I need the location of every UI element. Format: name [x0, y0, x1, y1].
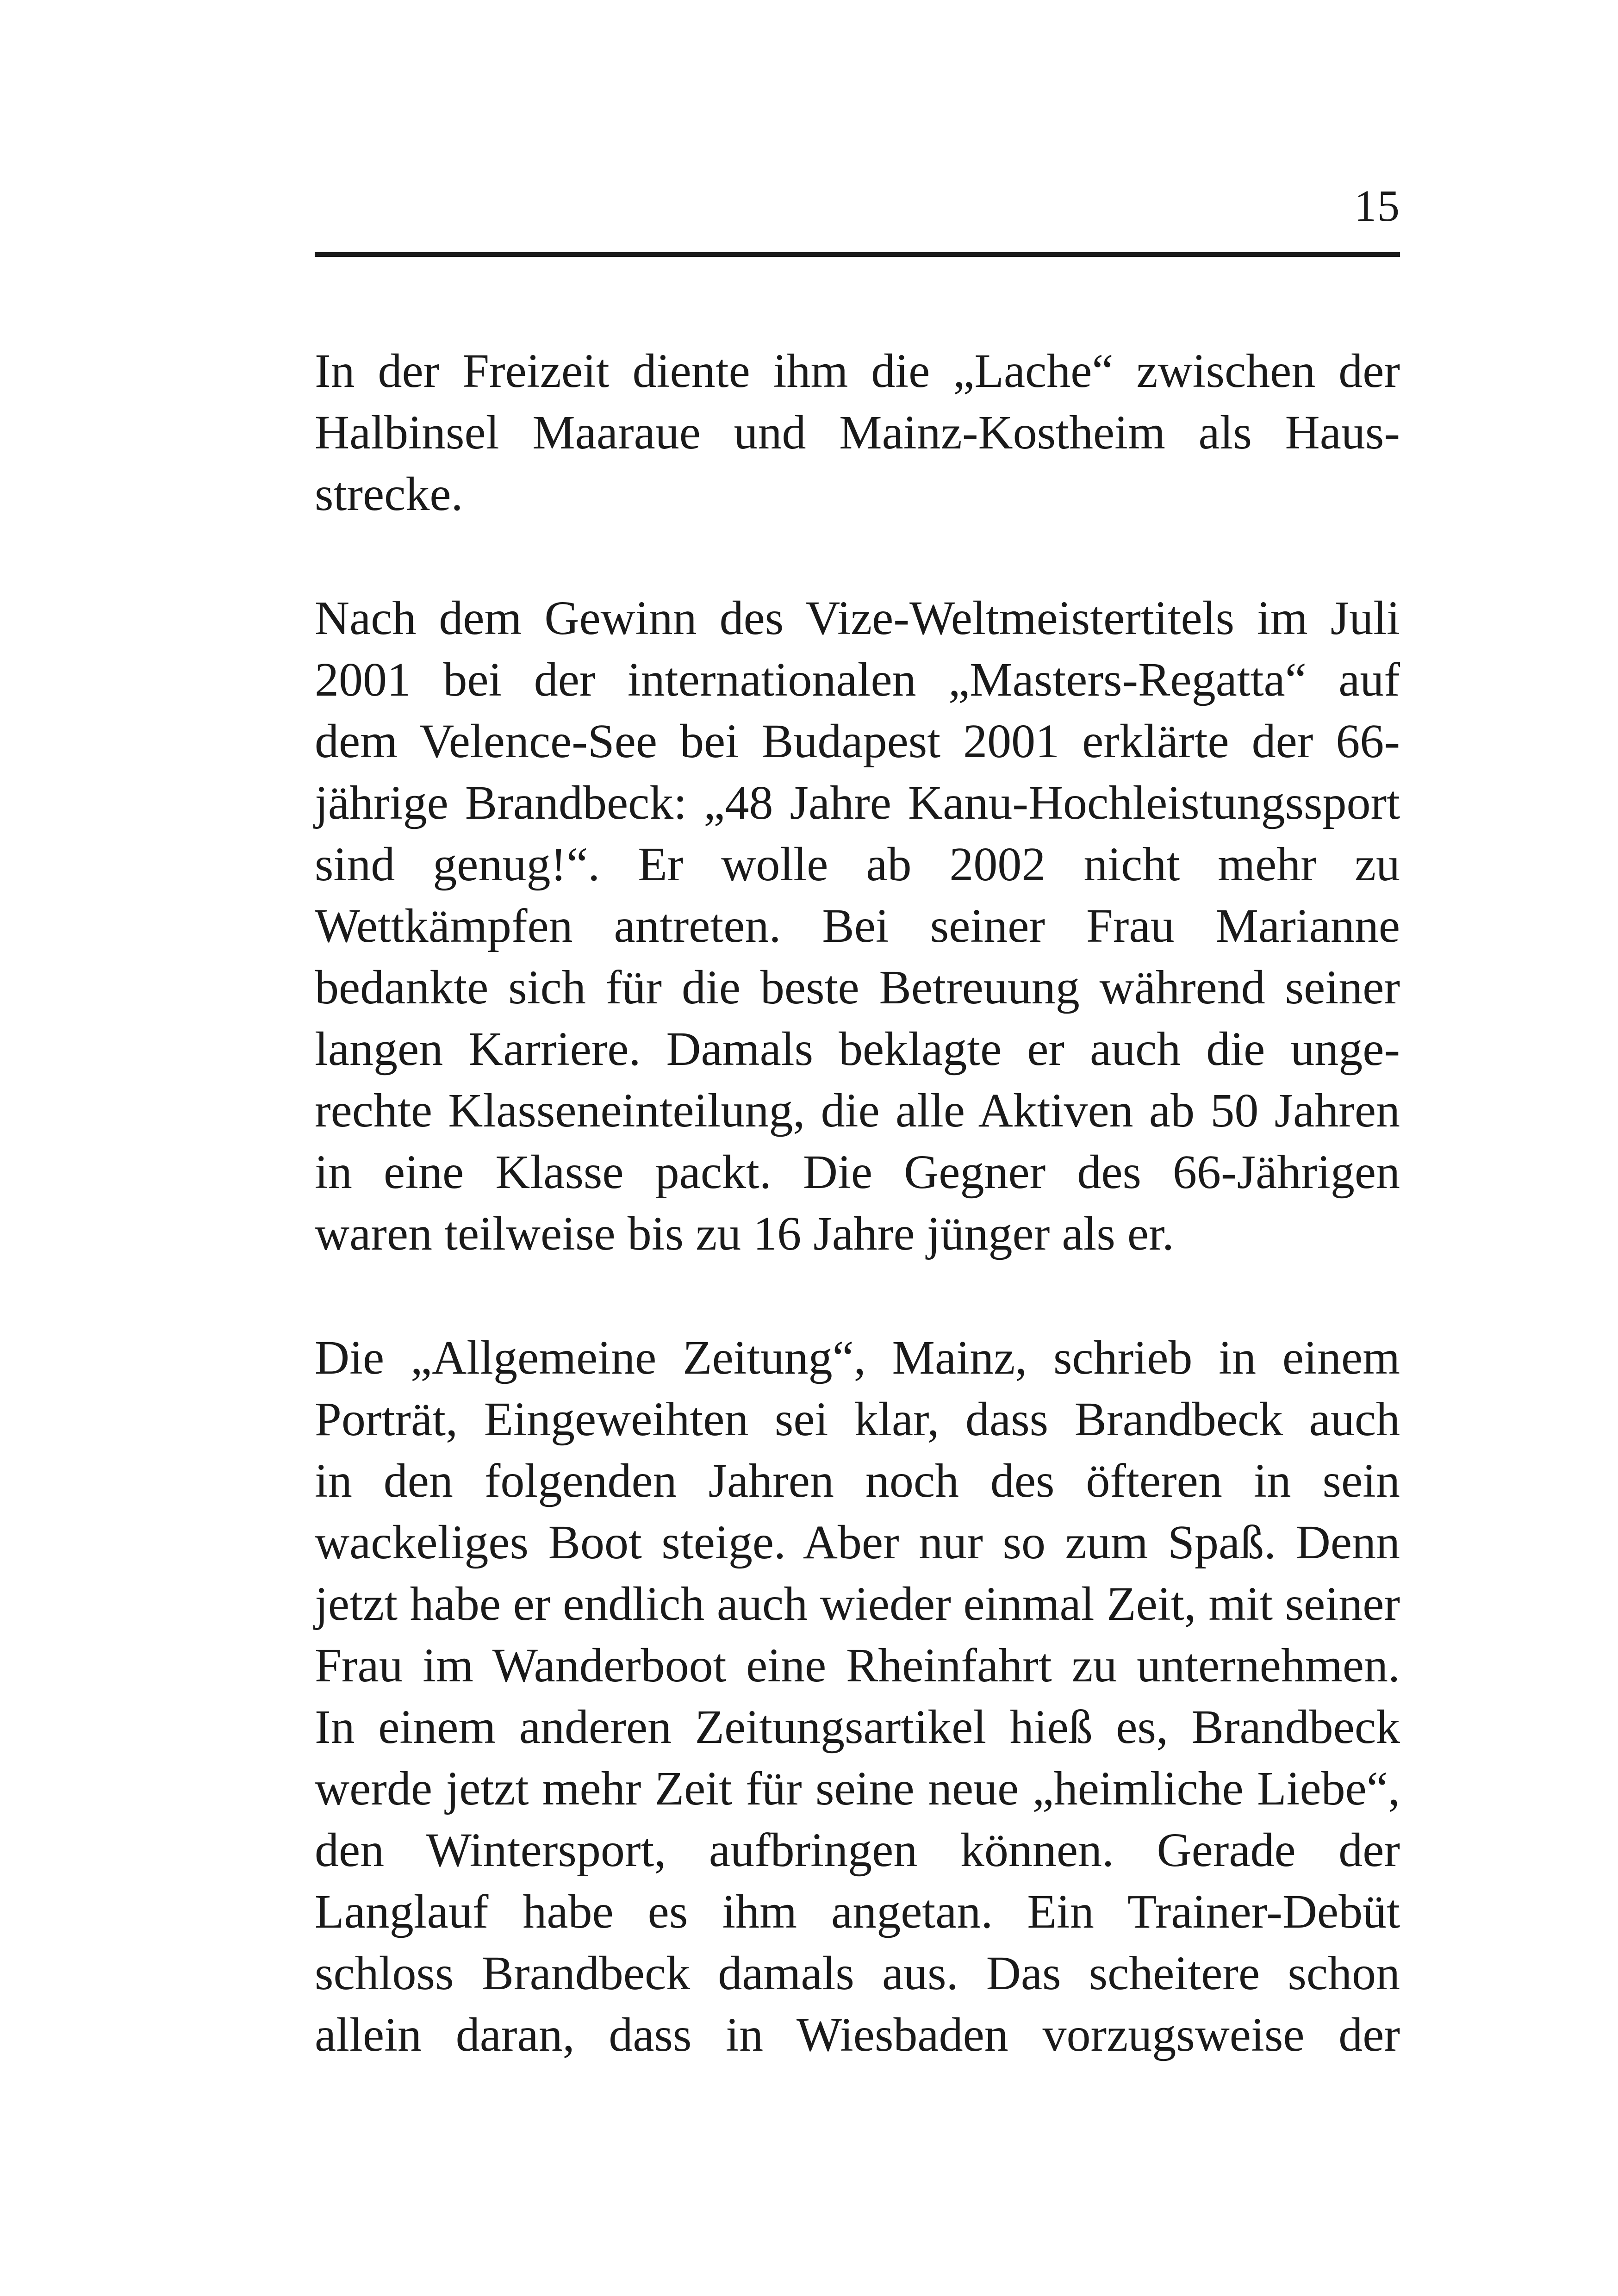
text-line: waren teilweise bis zu 16 Jahre jünger als er. [315, 1207, 1174, 1260]
text-line: Porträt, Eingeweihten sei klar, dass Brandbeck auch [315, 1393, 1400, 1446]
text-line: allein daran, dass in Wiesbaden vorzugsweise der [315, 2008, 1400, 2061]
page-number: 15 [1354, 181, 1400, 230]
text-line: Nach dem Gewinn des Vize-Weltmeistertitels im Juli [315, 591, 1400, 645]
text-line: rechte Klasseneinteilung, die alle Aktiven ab 50 Jahren [315, 1084, 1400, 1137]
text-line: Halbinsel Maaraue und Mainz-Kostheim als Haus- [315, 406, 1400, 459]
text-line: Langlauf habe es ihm angetan. Ein Trainer-Debüt [315, 1885, 1400, 1938]
text-line: jetzt habe er endlich auch wieder einmal Zeit, mit seiner [315, 1577, 1400, 1630]
text-line: in eine Klasse packt. Die Gegner des 66-Jährigen [315, 1145, 1400, 1199]
paragraph-2 [315, 587, 1400, 1264]
paragraph-3 [315, 1327, 1400, 2066]
text-line: in den folgenden Jahren noch des öfteren in sein [315, 1454, 1400, 1507]
text-line: Wettkämpfen antreten. Bei seiner Frau Marianne [315, 899, 1400, 952]
text-line: 2001 bei der internationalen „Masters-Regatta“ auf [315, 653, 1400, 706]
text-line: strecke. [315, 467, 463, 521]
body-text [315, 340, 1400, 2066]
text-line: Die „Allgemeine Zeitung“, Mainz, schrieb in einem [315, 1331, 1400, 1384]
text-line: werde jetzt mehr Zeit für seine neue „heimliche Liebe“, [315, 1762, 1400, 1815]
text-line: jährige Brandbeck: „48 Jahre Kanu-Hochleistungssport [315, 776, 1400, 829]
paragraph-1 [315, 340, 1400, 525]
text-line: schloss Brandbeck damals aus. Das scheitere schon [315, 1947, 1400, 2000]
text-line: den Wintersport, aufbringen können. Gerade der [315, 1823, 1400, 1877]
header-rule [315, 252, 1400, 257]
text-line: sind genug!“. Er wolle ab 2002 nicht mehr zu [315, 838, 1400, 891]
text-line: langen Karriere. Damals beklagte er auch die unge- [315, 1022, 1400, 1076]
text-line: bedankte sich für die beste Betreuung während seiner [315, 961, 1400, 1014]
text-line: Frau im Wanderboot eine Rheinfahrt zu unternehmen. [315, 1639, 1400, 1692]
text-line: dem Velence-See bei Budapest 2001 erklärte der 66- [315, 715, 1400, 768]
text-line: In einem anderen Zeitungsartikel hieß es, Brandbeck [315, 1700, 1400, 1754]
text-line: In der Freizeit diente ihm die „Lache“ zwischen der [315, 344, 1400, 398]
text-line: wackeliges Boot steige. Aber nur so zum Spaß. Denn [315, 1516, 1400, 1569]
